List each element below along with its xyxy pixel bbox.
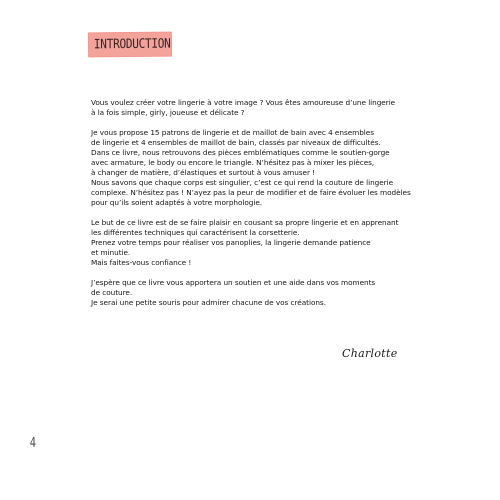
text-line: Mais faites-vous confiance ! <box>91 258 192 267</box>
page-title: INTRODUCTION <box>93 36 171 53</box>
introduction-body <box>91 98 421 318</box>
text-line: Prenez votre temps pour réaliser vos panoplies, la lingerie demande patience <box>91 238 371 247</box>
paragraph <box>91 128 421 208</box>
paragraph <box>91 98 421 118</box>
author-signature: Charlotte <box>342 347 398 360</box>
text-line: à la fois simple, girly, joueuse et délicate ? <box>91 108 245 117</box>
text-line: de couture. <box>91 288 133 297</box>
text-line: Je vous propose 15 patrons de lingerie et de maillot de bain avec 4 ensembles <box>91 128 374 137</box>
text-line: Nous savons que chaque corps est singulier, c’est ce qui rend la couture de lingerie <box>91 178 394 187</box>
paragraph <box>91 278 421 308</box>
paragraph <box>91 218 421 268</box>
text-line: Je serai une petite souris pour admirer chacune de vos créations. <box>91 298 326 307</box>
text-line: complexe. N’hésitez pas ! N’ayez pas la peur de modifier et de faire évoluer les modèles <box>91 188 411 197</box>
text-line: pour qu’ils soient adaptés à votre morphologie. <box>91 198 263 207</box>
text-line: à changer de matière, d’élastiques et surtout à vous amuser ! <box>91 168 316 177</box>
text-line: de lingerie et 4 ensembles de maillot de bain, classés par niveaux de difficultés. <box>91 138 381 147</box>
text-line: Vous voulez créer votre lingerie à votre image ? Vous êtes amoureuse d’une lingerie <box>91 98 396 107</box>
text-line: Dans ce livre, nous retrouvons des pièces emblématiques comme le soutien-gorge <box>91 148 390 157</box>
page-number: 4 <box>29 436 37 451</box>
text-line: et minutie. <box>91 248 131 257</box>
text-line: les différentes techniques qui caractérisent la corsetterie. <box>91 228 300 237</box>
text-line: avec armature, le body ou encore le triangle. N’hésitez pas à mixer les pièces, <box>91 158 375 167</box>
text-line: J’espère que ce livre vous apportera un soutien et une aide dans vos moments <box>91 278 376 287</box>
title-banner <box>88 32 172 58</box>
text-line: Le but de ce livre est de se faire plaisir en cousant sa propre lingerie et en apprenant <box>91 218 399 227</box>
